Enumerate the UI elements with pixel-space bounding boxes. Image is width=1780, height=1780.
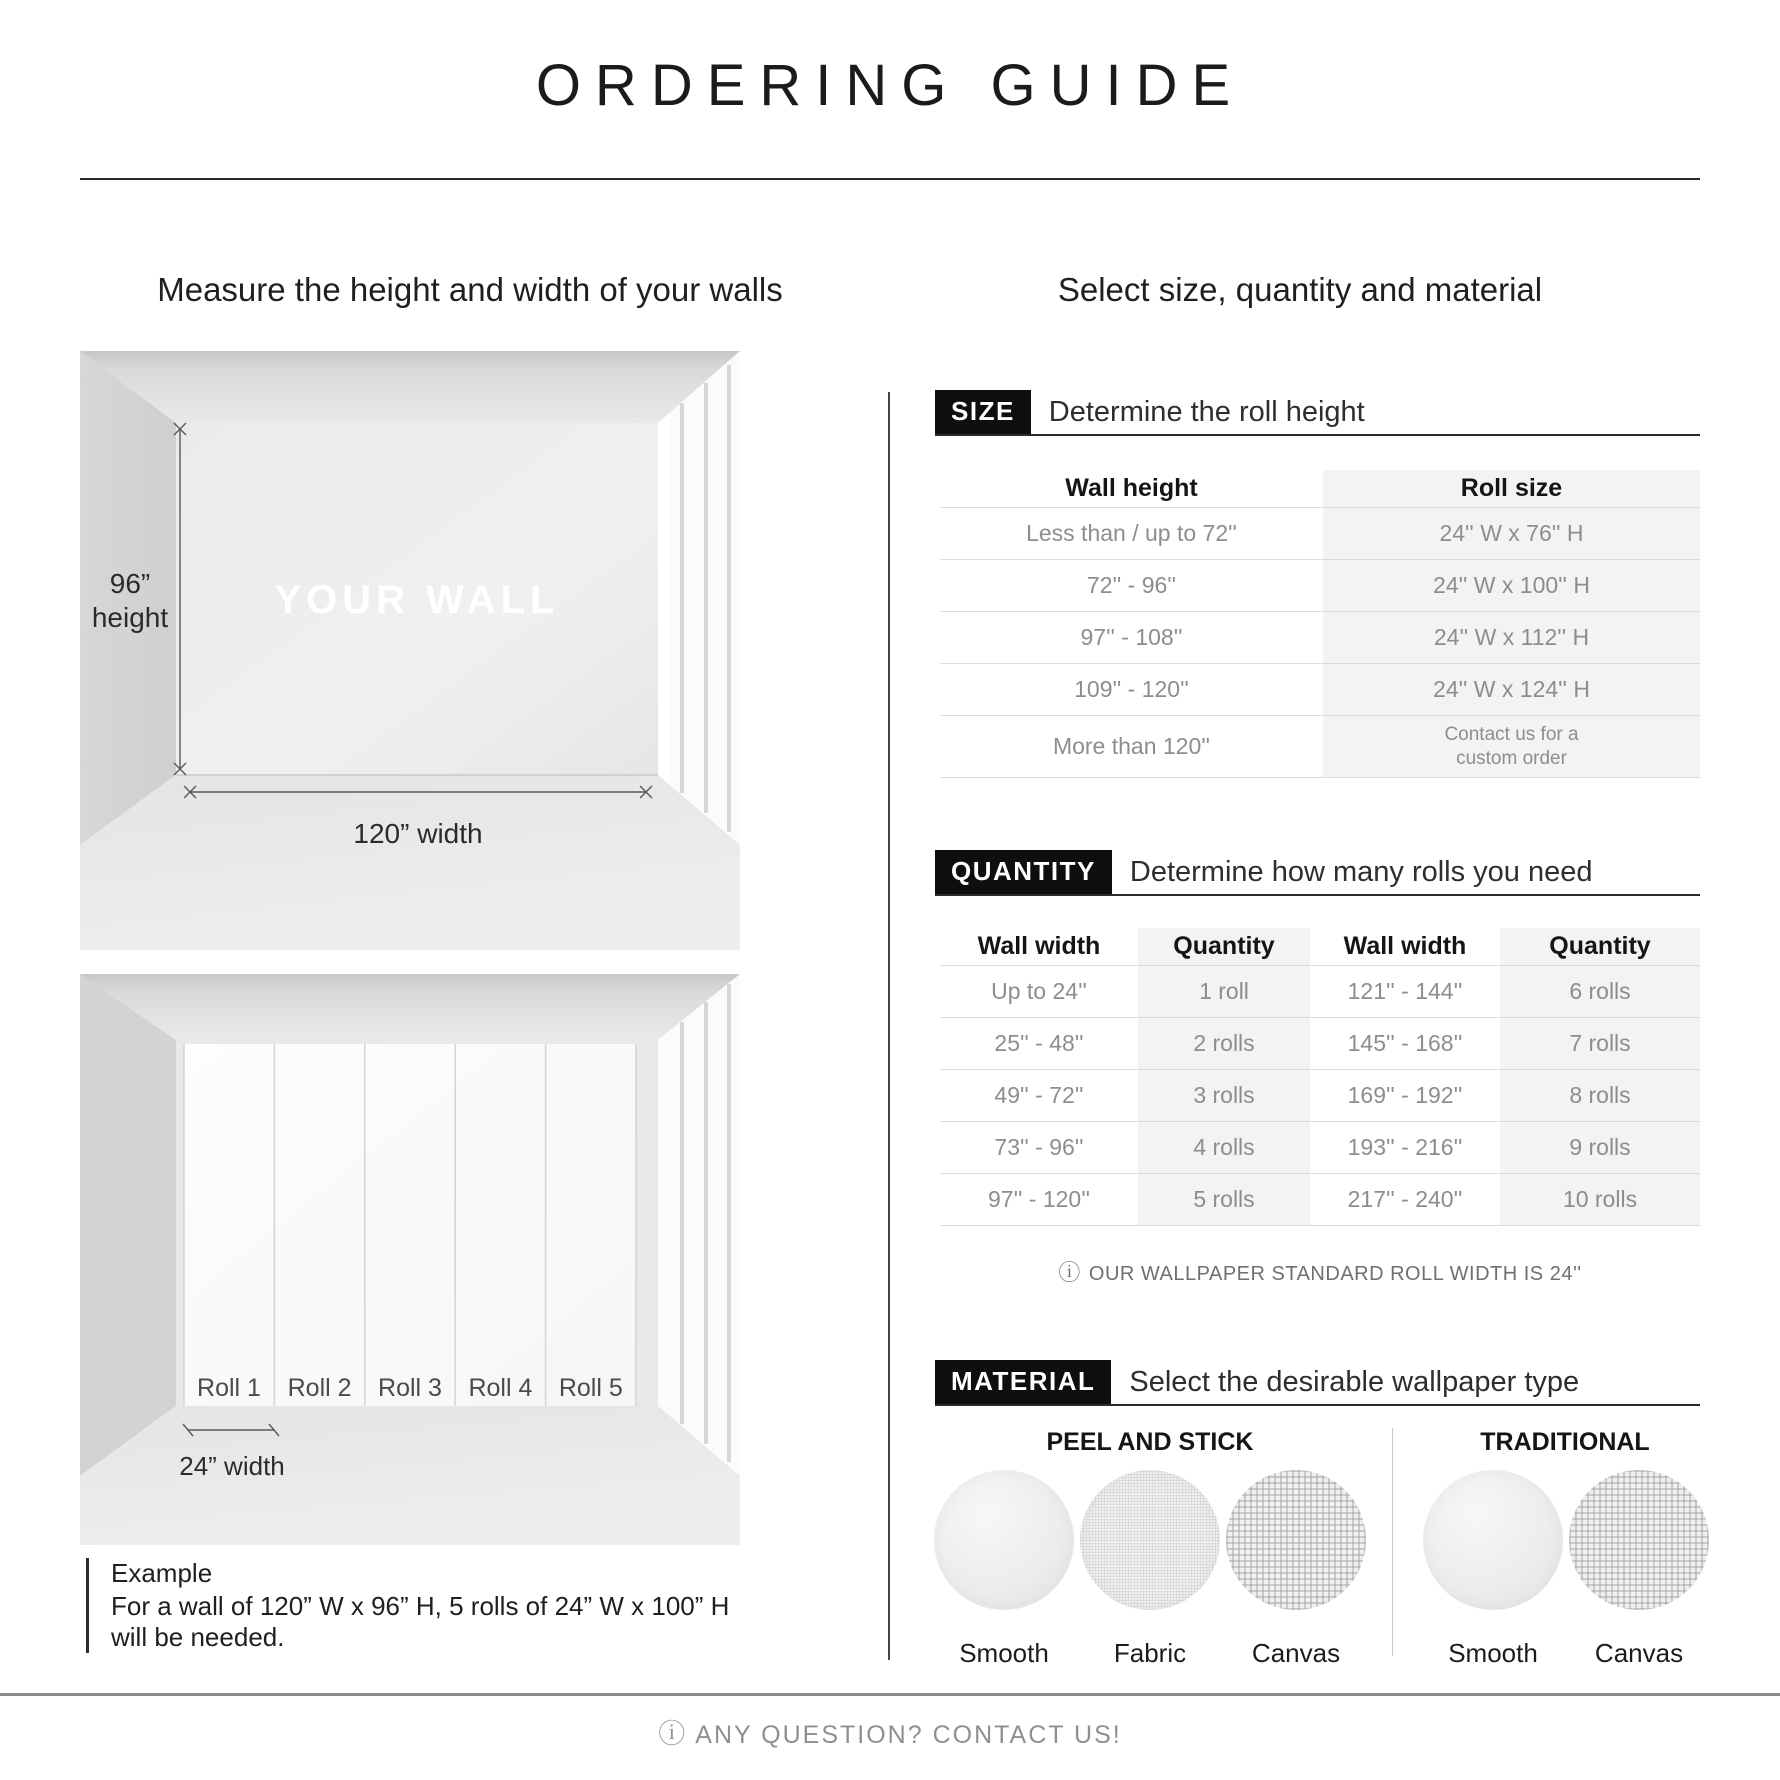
title-rule xyxy=(80,178,1700,180)
size-badge: SIZE xyxy=(935,390,1031,434)
traditional-group-title: TRADITIONAL xyxy=(1480,1428,1650,1456)
table-row xyxy=(940,1122,1700,1174)
wall-width-value: 169'' - 192'' xyxy=(1347,1082,1463,1108)
table-row xyxy=(940,612,1700,664)
size-section-header xyxy=(935,390,1700,436)
wall-height-value: 97'' - 108'' xyxy=(1080,624,1183,650)
wall-width-value: 49'' - 72'' xyxy=(994,1082,1084,1108)
roll-width-note xyxy=(940,1256,1700,1287)
peel-and-stick-swatches xyxy=(933,1470,1367,1669)
info-icon: ⓘ xyxy=(658,1719,686,1749)
wall-height-value: 109'' - 120'' xyxy=(1074,676,1189,702)
wall-width-value: 121'' - 144'' xyxy=(1347,978,1463,1004)
height-word-label: height xyxy=(91,602,169,633)
roll-size-value: 24'' W x 124'' H xyxy=(1323,664,1700,715)
material-badge: MATERIAL xyxy=(935,1360,1111,1404)
table-row xyxy=(940,560,1700,612)
roll-label: Roll 5 xyxy=(558,1374,623,1402)
floor xyxy=(80,775,740,950)
swatch-label: Canvas xyxy=(1594,1638,1684,1668)
wall-width-value: 145'' - 168'' xyxy=(1347,1030,1463,1056)
swatch-canvas xyxy=(1225,1470,1367,1669)
wall-height-value: Less than / up to 72'' xyxy=(1026,520,1237,546)
material-caption: Select the desirable wallpaper type xyxy=(1129,1365,1580,1398)
wall-width-value: 73'' - 96'' xyxy=(994,1134,1084,1160)
canvas-texture-sample xyxy=(1226,1470,1366,1610)
table-row xyxy=(940,664,1700,716)
ceiling xyxy=(80,351,740,423)
wall-height-value: 72'' - 96'' xyxy=(1086,572,1177,598)
wall-width-value: 217'' - 240'' xyxy=(1347,1186,1463,1212)
swatch-smooth xyxy=(933,1470,1075,1669)
room2-svg xyxy=(80,968,740,1545)
qty-col-header: Wall width xyxy=(1343,932,1467,960)
wall-width-value: 97'' - 120'' xyxy=(988,1186,1090,1212)
roll-label: Roll 1 xyxy=(197,1374,261,1402)
table-row xyxy=(940,1070,1700,1122)
info-icon: ⓘ xyxy=(1058,1260,1081,1285)
height-value-label: 96” xyxy=(109,568,151,599)
qty-col-header: Wall width xyxy=(977,932,1101,960)
swatch-label: Fabric xyxy=(1113,1638,1187,1668)
roll-label: Roll 4 xyxy=(468,1374,533,1402)
roll-size-value: 24'' W x 76'' H xyxy=(1323,508,1700,559)
quantity-table xyxy=(940,928,1700,1226)
roll-size-value: 24'' W x 100'' H xyxy=(1323,560,1700,611)
room1-svg xyxy=(80,345,740,950)
quantity-value: 7 rolls xyxy=(1500,1018,1700,1069)
example-line1: For a wall of 120” W x 96” H, 5 rolls of 24” W x 100” H xyxy=(111,1591,730,1621)
custom-order-note: Contact us for a custom order xyxy=(1444,723,1579,769)
wall-width-value: 193'' - 216'' xyxy=(1347,1134,1463,1160)
quantity-value: 8 rolls xyxy=(1500,1070,1700,1121)
smooth-texture-sample xyxy=(1423,1470,1563,1610)
swatch-label: Smooth xyxy=(1448,1638,1538,1668)
size-table-header-row xyxy=(940,470,1700,508)
example-line2: will be needed. xyxy=(111,1622,285,1652)
select-heading: Select size, quantity and material xyxy=(1057,271,1543,308)
material-section-header xyxy=(935,1360,1700,1406)
traditional-swatches xyxy=(1422,1470,1710,1669)
quantity-value: 1 roll xyxy=(1138,966,1310,1017)
quantity-section-header xyxy=(935,850,1700,896)
table-row xyxy=(940,508,1700,560)
fabric-texture-sample xyxy=(1080,1470,1220,1610)
roll-label: Roll 3 xyxy=(378,1374,442,1402)
swatch-fabric xyxy=(1079,1470,1221,1669)
footer-contact-text: ANY QUESTION? CONTACT US! xyxy=(695,1721,1122,1749)
size-table xyxy=(940,470,1700,778)
peel-and-stick-group-title: PEEL AND STICK xyxy=(1046,1428,1254,1456)
quantity-value: 10 rolls xyxy=(1500,1174,1700,1225)
page-title: ORDERING GUIDE xyxy=(535,53,1245,118)
quantity-value: 6 rolls xyxy=(1500,966,1700,1017)
room-illustration-rolls xyxy=(80,968,740,1545)
your-wall-label: YOUR WALL xyxy=(274,578,560,622)
wall-width-value: Up to 24'' xyxy=(991,978,1087,1004)
example-block xyxy=(86,1558,729,1653)
qty-col-header: Quantity xyxy=(1500,928,1700,965)
quantity-value: 2 rolls xyxy=(1138,1018,1310,1069)
quantity-value: 4 rolls xyxy=(1138,1122,1310,1173)
qty-col-header: Quantity xyxy=(1138,928,1310,965)
quantity-table-header-row xyxy=(940,928,1700,966)
smooth-texture-sample xyxy=(934,1470,1074,1610)
swatch-label: Canvas xyxy=(1251,1638,1341,1668)
footer-contact xyxy=(0,1712,1780,1751)
roll-size-value: 24'' W x 112'' H xyxy=(1323,612,1700,663)
example-title: Example xyxy=(111,1558,213,1588)
ceiling xyxy=(80,974,740,1040)
size-col-wall-height: Wall height xyxy=(1065,474,1198,502)
swatch-label: Smooth xyxy=(959,1638,1049,1668)
roll-size-value xyxy=(1323,716,1700,777)
wall-width-value: 25'' - 48'' xyxy=(994,1030,1084,1056)
size-caption: Determine the roll height xyxy=(1048,395,1365,428)
roll-label: Roll 2 xyxy=(287,1374,352,1402)
column-divider xyxy=(888,392,890,1660)
left-wall xyxy=(80,974,176,1476)
quantity-caption: Determine how many rolls you need xyxy=(1129,855,1593,888)
material-group-divider xyxy=(1392,1428,1393,1656)
table-row xyxy=(940,716,1700,778)
quantity-value: 3 rolls xyxy=(1138,1070,1310,1121)
roll-width-note-text: OUR WALLPAPER STANDARD ROLL WIDTH IS 24'' xyxy=(1088,1263,1582,1285)
swatch-smooth xyxy=(1422,1470,1564,1669)
quantity-value: 5 rolls xyxy=(1138,1174,1310,1225)
table-row xyxy=(940,1174,1700,1226)
wall-height-value: More than 120'' xyxy=(1052,733,1211,759)
roll-width-label: 24” width xyxy=(179,1451,285,1481)
table-row xyxy=(940,1018,1700,1070)
room-illustration-your-wall xyxy=(80,345,740,950)
quantity-badge: QUANTITY xyxy=(935,850,1112,894)
canvas-texture-sample xyxy=(1569,1470,1709,1610)
window-frame xyxy=(658,413,670,785)
table-row xyxy=(940,966,1700,1018)
width-label: 120” width xyxy=(353,818,483,849)
quantity-value: 9 rolls xyxy=(1500,1122,1700,1173)
wallpaper-panels xyxy=(184,1044,636,1406)
swatch-canvas xyxy=(1568,1470,1710,1669)
measure-heading: Measure the height and width of your walls xyxy=(157,271,783,308)
footer-rule xyxy=(0,1693,1780,1696)
size-col-roll-size: Roll size xyxy=(1323,470,1700,507)
